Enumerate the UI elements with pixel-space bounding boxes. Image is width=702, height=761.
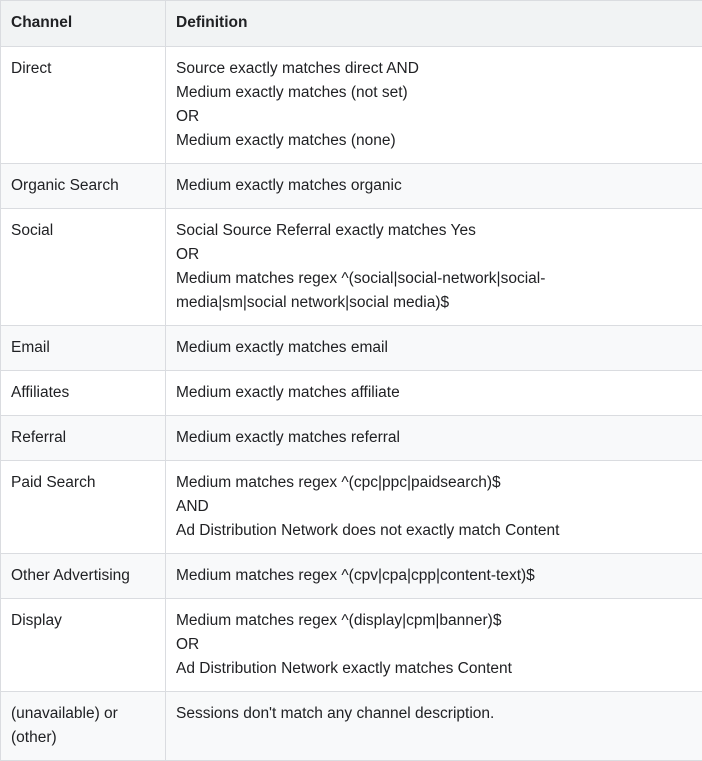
definition-line: Medium exactly matches affiliate <box>176 381 692 405</box>
channel-name: Organic Search <box>11 177 119 194</box>
definition-line: OR <box>176 633 692 657</box>
column-header-definition: Definition <box>166 1 702 47</box>
channel-cell <box>1 209 166 326</box>
channel-cell <box>1 554 166 599</box>
definition-line: Ad Distribution Network does not exactly match Content <box>176 519 692 543</box>
table-row <box>1 416 702 461</box>
definition-cell <box>166 326 702 371</box>
definition-cell <box>166 554 702 599</box>
definition-cell <box>166 164 702 209</box>
table-row <box>1 599 702 692</box>
definition-line: Medium matches regex ^(cpv|cpa|cpp|content-text)$ <box>176 564 692 588</box>
definition-cell <box>166 47 702 164</box>
channel-name: Display <box>11 612 62 629</box>
definition-cell <box>166 371 702 416</box>
channel-cell <box>1 371 166 416</box>
definition-line: OR <box>176 105 692 129</box>
definition-cell <box>166 461 702 554</box>
definition-line: Medium matches regex ^(cpc|ppc|paidsearch)$ <box>176 471 692 495</box>
channel-name: Affiliates <box>11 384 69 401</box>
table-row <box>1 209 702 326</box>
definition-line: Medium exactly matches organic <box>176 174 692 198</box>
definition-line: Source exactly matches direct AND <box>176 57 692 81</box>
channel-cell <box>1 164 166 209</box>
channel-name: Social <box>11 222 53 239</box>
channel-name: Direct <box>11 60 51 77</box>
definition-cell <box>166 416 702 461</box>
channel-name: Referral <box>11 429 66 446</box>
channel-name: Email <box>11 339 50 356</box>
channel-name: Paid Search <box>11 474 95 491</box>
table-row <box>1 461 702 554</box>
table-row <box>1 692 702 761</box>
definition-line: Medium matches regex ^(display|cpm|banner)$ <box>176 609 692 633</box>
table-row <box>1 326 702 371</box>
definition-line: Ad Distribution Network exactly matches Content <box>176 657 692 681</box>
definition-line: AND <box>176 495 692 519</box>
channel-cell <box>1 326 166 371</box>
definition-line: Medium exactly matches (not set) <box>176 81 692 105</box>
definition-cell <box>166 209 702 326</box>
table-row <box>1 554 702 599</box>
definition-line: Medium exactly matches (none) <box>176 129 692 153</box>
table-header-row <box>1 1 702 47</box>
channel-name: (unavailable) or (other) <box>11 705 118 746</box>
channel-cell <box>1 461 166 554</box>
channel-cell <box>1 599 166 692</box>
definition-line: media|sm|social network|social media)$ <box>176 291 692 315</box>
table-row <box>1 371 702 416</box>
table-row <box>1 47 702 164</box>
definition-line: Sessions don't match any channel description. <box>176 702 692 726</box>
definition-cell <box>166 599 702 692</box>
column-header-channel: Channel <box>1 1 166 47</box>
channel-name: Other Advertising <box>11 567 130 584</box>
definition-line: OR <box>176 243 692 267</box>
definition-line: Medium exactly matches referral <box>176 426 692 450</box>
table-row <box>1 164 702 209</box>
definition-line: Social Source Referral exactly matches Yes <box>176 219 692 243</box>
definition-line: Medium matches regex ^(social|social-network|social- <box>176 267 692 291</box>
definition-cell <box>166 692 702 761</box>
channel-cell <box>1 692 166 761</box>
definition-line: Medium exactly matches email <box>176 336 692 360</box>
channel-cell <box>1 47 166 164</box>
channel-cell <box>1 416 166 461</box>
